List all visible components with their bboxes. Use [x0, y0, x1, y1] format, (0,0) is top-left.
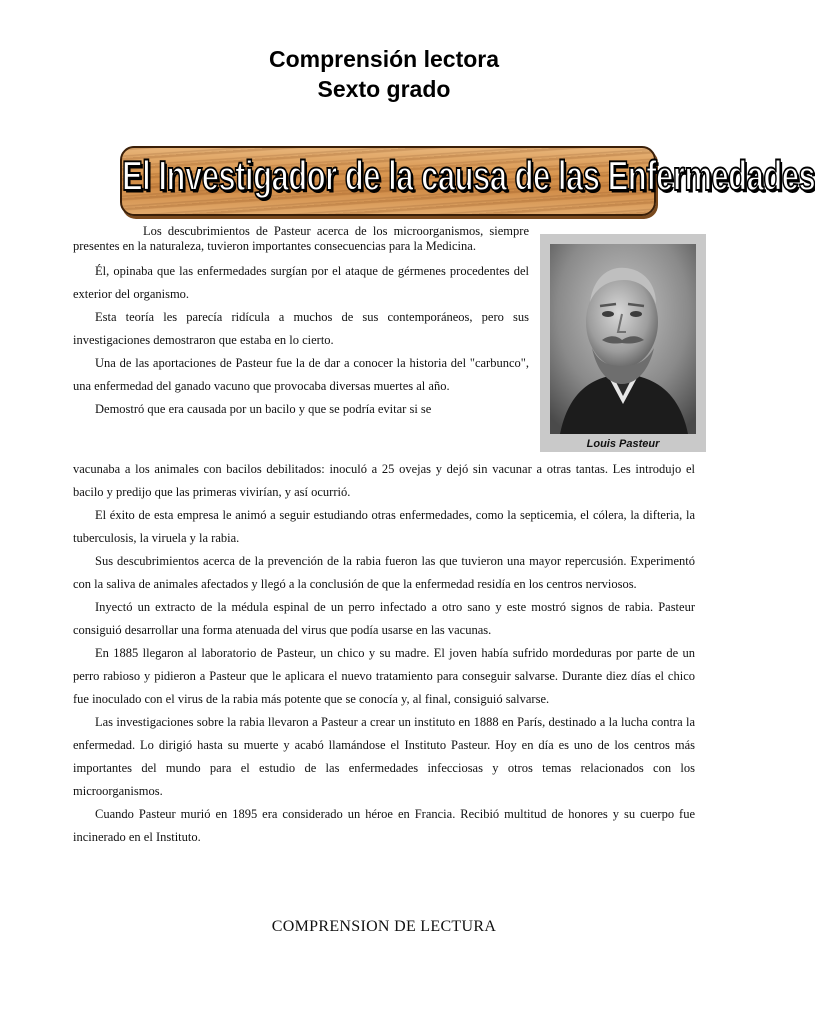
paragraph: Él, opinaba que las enfermedades surgían por el ataque de gérmenes procedentes del exterior del organismo. [73, 264, 529, 301]
paragraph: El éxito de esta empresa le animó a seguir estudiando otras enfermedades, como la septicemia, el cólera, la difteria, la tuberculosis, la viruela y la rabia. [73, 508, 695, 545]
portrait-illustration [550, 244, 696, 434]
paragraph: Los descubrimientos de Pasteur acerca de los microorganismos, siempre presentes en la naturaleza, tuvieron importantes consecuencias para la Medicina. [73, 224, 529, 253]
paragraph: Una de las aportaciones de Pasteur fue la de dar a conocer la historia del "carbunco", una enfermedad del ganado vacuno que provocaba diversas muertes al año. [73, 356, 529, 393]
wooden-title-banner [120, 146, 815, 216]
article-text-narrow [73, 224, 529, 421]
banner-title: El Investigador de la causa de las Enfermedades [122, 152, 815, 200]
title-line-1: Comprensión lectora [268, 46, 500, 72]
paragraph: En 1885 llegaron al laboratorio de Pasteur, un chico y su madre. El joven había sufrido mordeduras por parte de un perro rabioso y pidieron a Pasteur que le aplicara el nuevo tratamiento para conseguir salvarse. Durante diez días el chico fue inoculado con el virus de la rabia más potente que se conocía y, al final, consiguió salvarse. [73, 646, 695, 706]
paragraph: Inyectó un extracto de la médula espinal de un perro infectado a otro sano y este mostró signos de rabia. Pasteur consiguió desarrollar una forma atenuada del virus que podía usarse en las vacunas. [73, 600, 695, 637]
paragraph: Esta teoría les parecía ridícula a muchos de sus contemporáneos, pero sus investigaciones demostraron que estaba en lo cierto. [73, 310, 529, 347]
paragraph: Las investigaciones sobre la rabia llevaron a Pasteur a crear un instituto en 1888 en París, destinado a la lucha contra la enfermedad. Lo dirigió hasta su muerte y acabó llamándose el Instituto Pasteur. Hoy en día es uno de los centros más importantes del mundo para el estudio de las enfermedades infecciosas y otros temas relacionados con los microorganismos. [73, 715, 695, 798]
paragraph: vacunaba a los animales con bacilos debilitados: inoculó a 25 ovejas y dejó sin vacunar a otras tantas. Les introdujo el bacilo y predijo que las primeras vivirían, y así ocurrió. [73, 462, 695, 499]
paragraph: Cuando Pasteur murió en 1895 era considerado un héroe en Francia. Recibió multitud de honores y su cuerpo fue incinerado en el Instituto. [73, 807, 695, 844]
paragraph: Sus descubrimientos acerca de la prevención de la rabia fueron las que tuvieron una mayor repercusión. Experimentó con la saliva de animales afectados y llegó a la conclusión de que la enfermedad residía en los centros nerviosos. [73, 554, 695, 591]
article-text-wide [73, 458, 695, 849]
paragraph: Demostró que era causada por un bacilo y que se podría evitar si se [95, 402, 432, 416]
document-header [0, 44, 768, 104]
portrait-caption: Louis Pasteur [586, 438, 660, 450]
title-line-2: Sexto grado [317, 76, 451, 102]
section-heading: COMPRENSION DE LECTURA [271, 918, 497, 935]
portrait-frame [540, 234, 706, 452]
portrait-photo [550, 244, 696, 434]
